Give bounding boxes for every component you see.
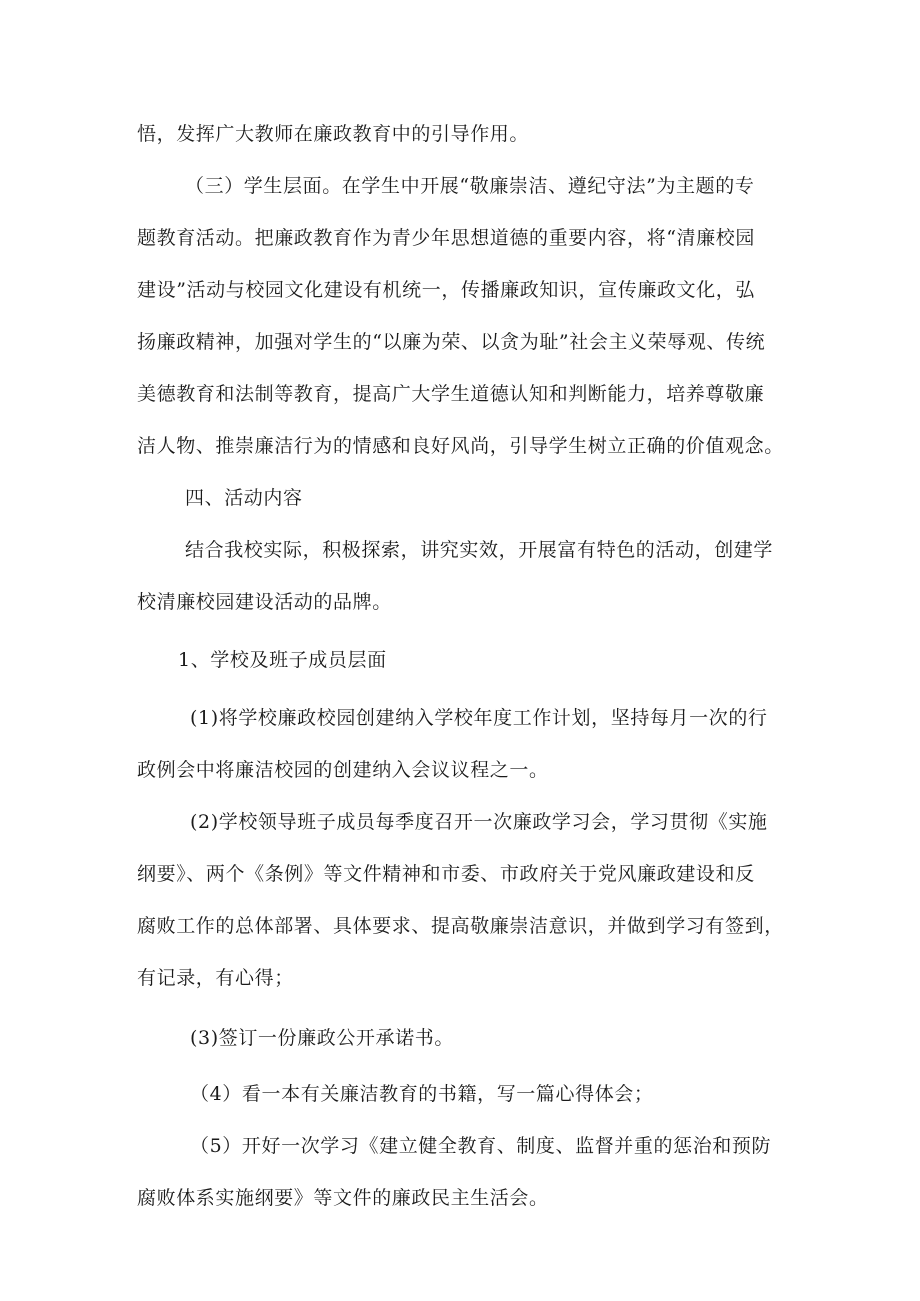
section-heading: 四、活动内容 [185, 487, 303, 509]
text-line: 悟，发挥广大教师在廉政教育中的引导作用。 [137, 123, 530, 145]
text-line: 题教育活动。把廉政教育作为青少年思想道德的重要内容，将“清廉校园 [137, 227, 755, 249]
text-line: 结合我校实际，积极探索，讲究实效，开展富有特色的活动，创建学 [185, 539, 774, 561]
text-line: 美德教育和法制等教育，提高广大学生道德认知和判断能力，培养尊敬廉 [137, 383, 765, 405]
text-line: 扬廉政精神，加强对学生的“以廉为荣、以贪为耻”社会主义荣辱观、传统 [137, 331, 766, 353]
text-line: 腐败体系实施纲要》等文件的廉政民主生活会。 [137, 1187, 549, 1209]
list-item: (1)将学校廉政校园创建纳入学校年度工作计划，坚持每月一次的行 [190, 707, 768, 729]
text-line: 有记录，有心得； [137, 967, 294, 989]
list-item: （4）看一本有关廉洁教育的书籍，写一篇心得体会； [190, 1083, 654, 1105]
text-line: （三）学生层面。在学生中开展“敬廉崇洁、遵纪守法”为主题的专 [185, 175, 755, 197]
text-line: 腐败工作的总体部署、具体要求、提高敬廉崇洁意识，并做到学习有签到， [137, 915, 784, 937]
list-item: （5）开好一次学习《建立健全教育、制度、监督并重的惩治和预防 [190, 1135, 772, 1157]
text-line: 纲要》、两个《条例》等文件精神和市委、市政府关于党风廉政建设和反 [137, 863, 755, 885]
list-item: (3)签订一份廉政公开承诺书。 [190, 1027, 454, 1049]
text-line: 政例会中将廉洁校园的创建纳入会议议程之一。 [137, 759, 549, 781]
list-item: (2)学校领导班子成员每季度召开一次廉政学习会，学习贯彻《实施 [190, 811, 768, 833]
subsection-heading: 1、学校及班子成员层面 [178, 649, 387, 671]
text-line: 洁人物、推崇廉洁行为的情感和良好风尚，引导学生树立正确的价值观念。 [137, 435, 784, 457]
text-line: 建设”活动与校园文化建设有机统一，传播廉政知识，宣传廉政文化，弘 [137, 279, 755, 301]
text-line: 校清廉校园建设活动的品牌。 [137, 591, 392, 613]
